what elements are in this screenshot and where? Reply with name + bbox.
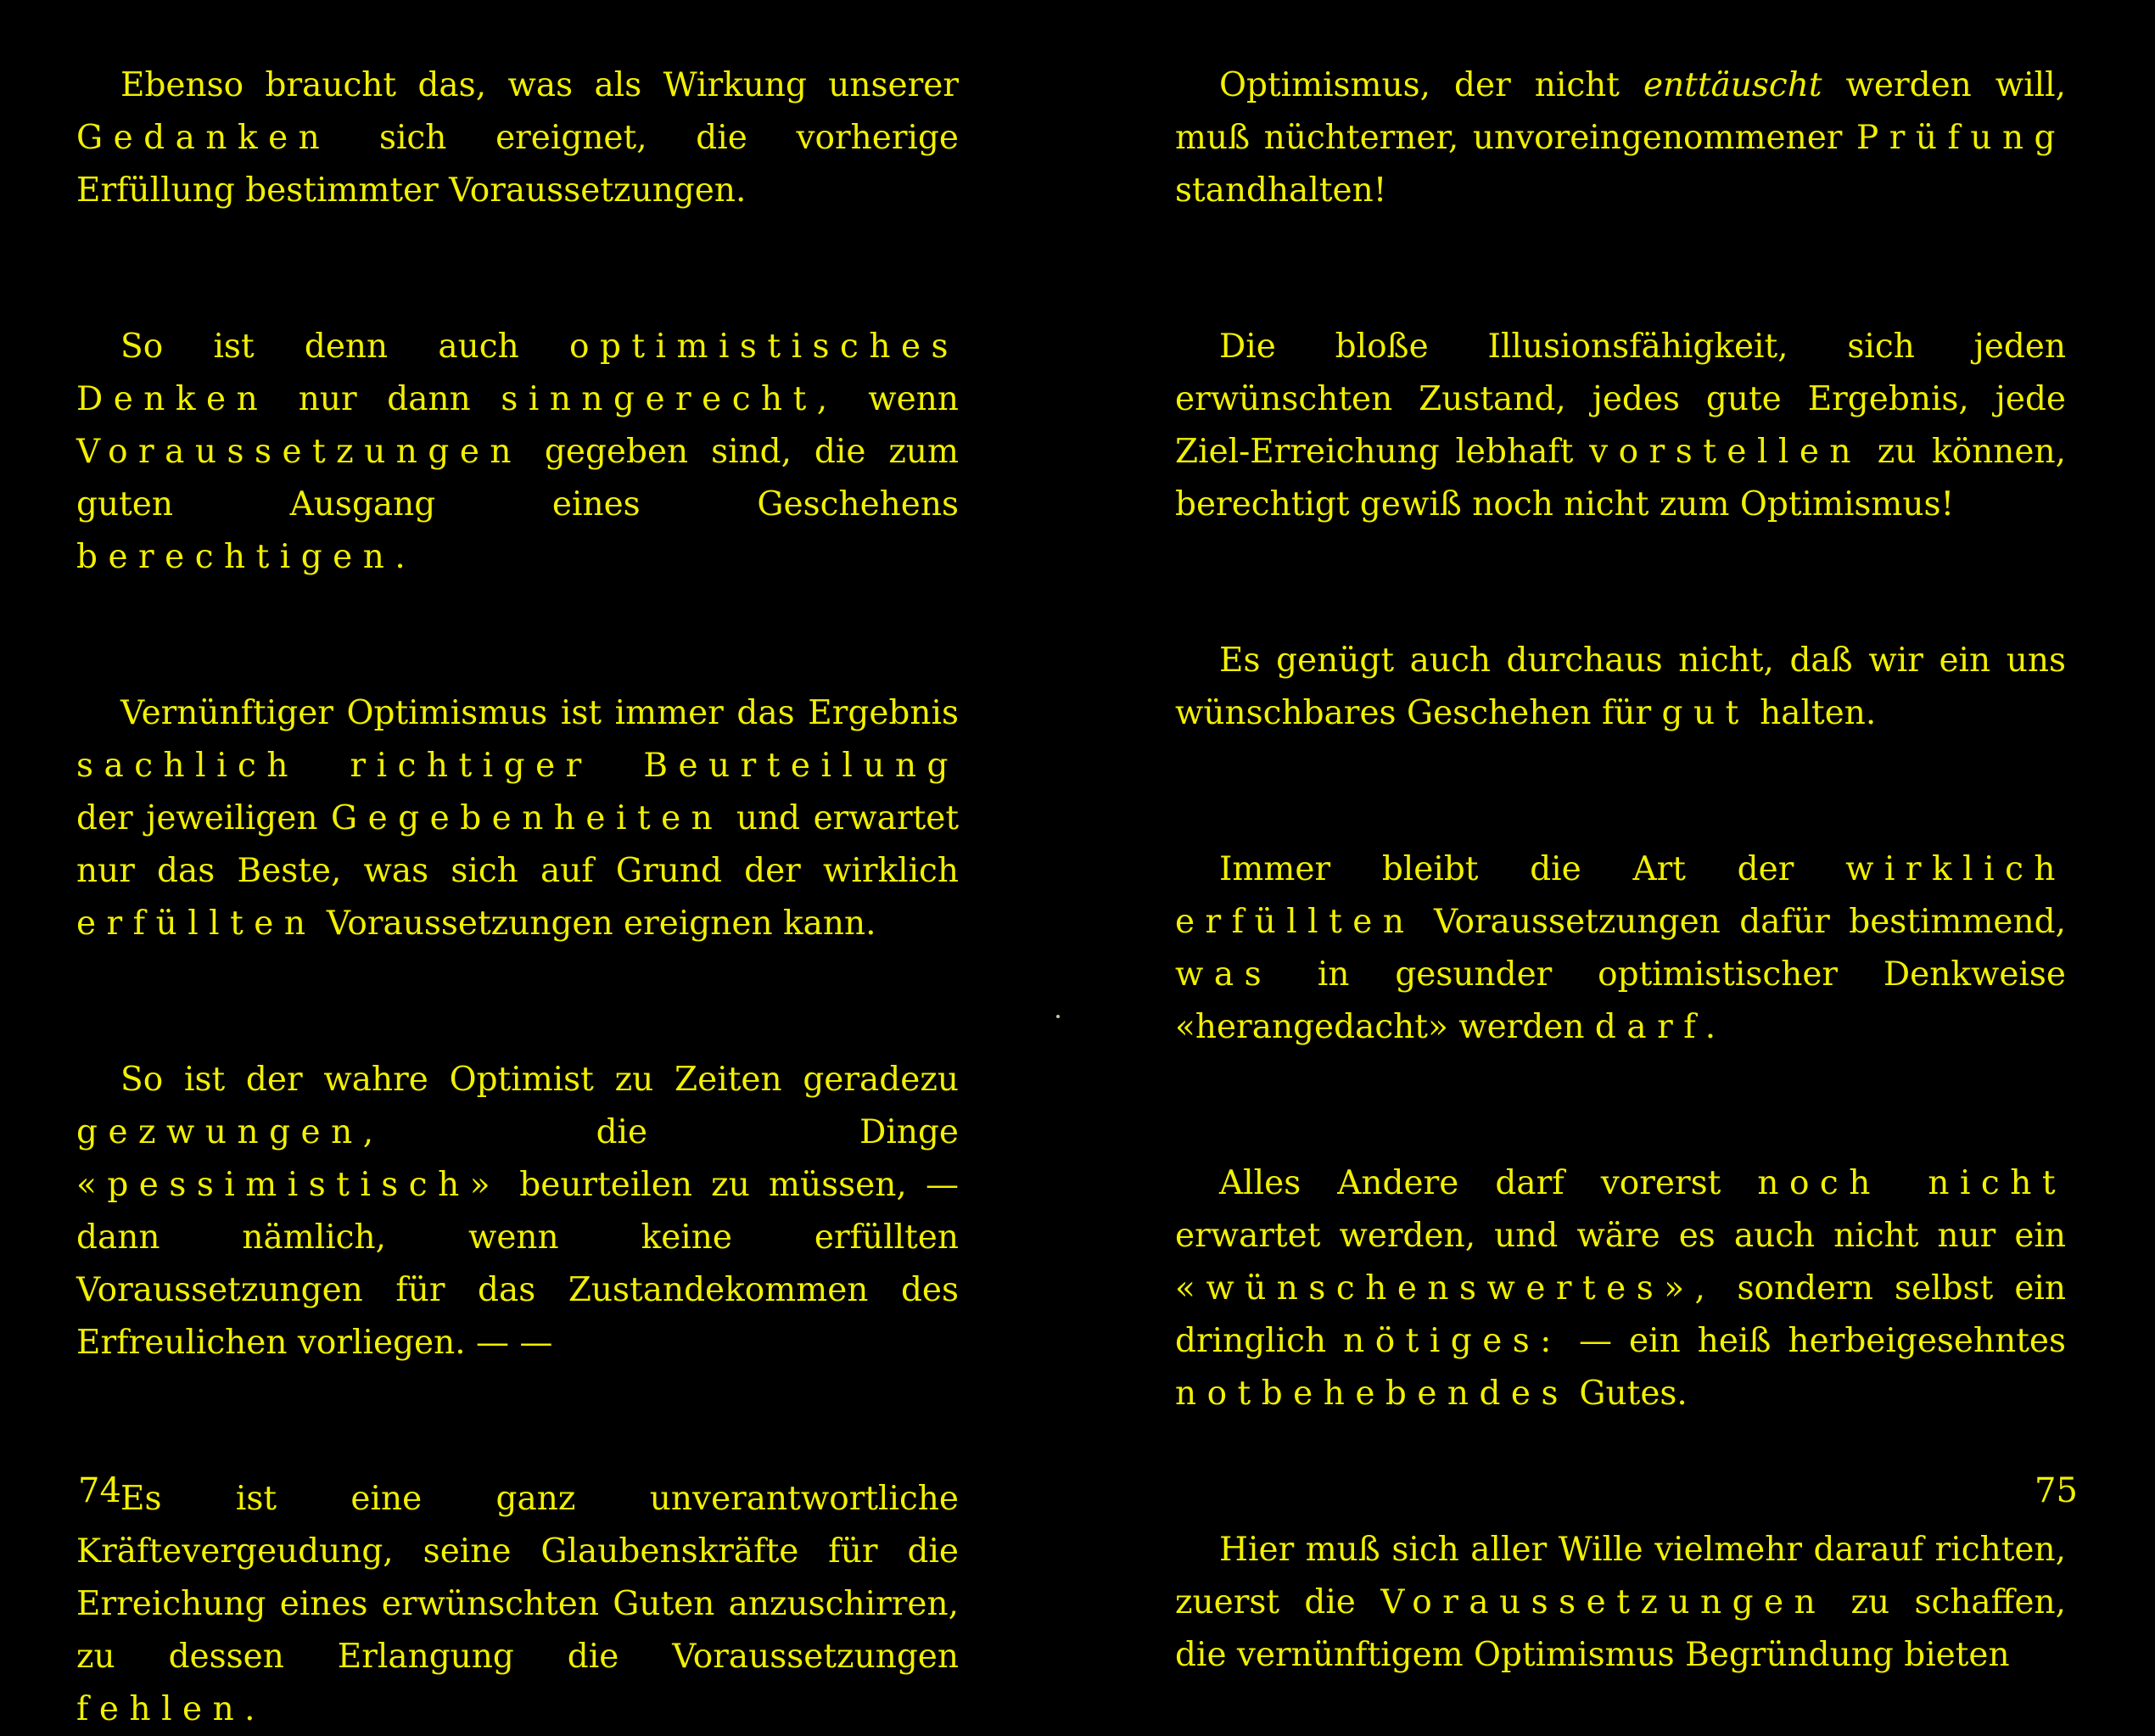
text-run: Es ist eine ganz unverantwortliche Kräftevergeudung, seine Glaubenskräfte für die Erreichung eines erwünschten Guten anzuschirren, zu dessen Erlangung die Voraussetzungen: [76, 1480, 959, 1676]
left-page: [76, 59, 960, 1728]
text-run: So ist denn auch: [120, 328, 569, 366]
text-run: Vernünftiger Optimismus ist immer das Ergebnis: [120, 694, 959, 732]
text-run: Voraussetzungen ereignen kann.: [316, 904, 876, 943]
spaced-text: fehlen.: [76, 1690, 266, 1728]
text-run: werden will, muß nüchterner, unvoreingenommener: [1175, 66, 2066, 157]
text-run: und erwartet nur das Beste, was sich auf Grund der wirklich: [76, 799, 960, 890]
spaced-text: «pessimistisch»: [76, 1166, 501, 1204]
text-run: beurteilen zu müssen, — dann nämlich, wenn keine erfüllten Voraussetzungen für das Zustandekommen des Erfreulichen vorliegen. — —: [76, 1166, 959, 1362]
paragraph: [1175, 59, 2066, 217]
spaced-text: sinngerecht,: [501, 380, 838, 418]
spaced-text: vorstellen: [1589, 433, 1862, 471]
paragraph: [76, 1473, 959, 1736]
paragraph: [76, 321, 959, 584]
spaced-text: sachlich richtiger Beurteilung: [76, 747, 959, 785]
spaced-text: noch nicht: [1757, 1164, 2066, 1202]
text-run: Die bloße Illusionsfähigkeit, sich jeden erwünschten Zustand, jedes gute Ergebnis, jede Ziel-Erreichung lebhaft: [1175, 328, 2066, 471]
paragraph: [1175, 843, 2066, 1054]
right-page: [1175, 59, 2067, 1674]
text-run: Hier muß sich aller Wille vielmehr darauf richten, zuerst die: [1175, 1531, 2066, 1621]
text-run: nur dann: [268, 380, 501, 418]
text-run: die Dinge: [383, 1113, 959, 1151]
text-run: halten.: [1749, 694, 1877, 732]
text-run: standhalten!: [1175, 171, 1387, 210]
text-run: gegeben sind, die zum guten Ausgang eines Geschehens: [76, 433, 959, 524]
spaced-text: was: [1175, 955, 1273, 994]
paragraph: [1175, 1524, 2066, 1682]
text-run: in gesunder optimistischer Denkweise «herangedacht» werden: [1175, 955, 2066, 1046]
text-run: Optimismus, der nicht: [1219, 66, 1643, 104]
spaced-text: optimistisches Denken: [76, 328, 959, 418]
text-run: Alles Andere darf vorerst: [1219, 1164, 1758, 1202]
page-number-right: 75: [2035, 1471, 2078, 1510]
paragraph: [76, 687, 959, 950]
spaced-text: wirklich erfüllten: [1175, 850, 2066, 941]
paragraph: [76, 59, 959, 217]
text-run: wenn: [837, 380, 959, 418]
text-run: erwartet werden, und wäre es auch nicht nur ein: [1175, 1217, 2066, 1255]
paper-speck: [1056, 1015, 1060, 1018]
paragraph: [76, 1054, 959, 1369]
spaced-text: notbehebendes: [1175, 1375, 1569, 1413]
text-run: Es genügt auch durchaus nicht, daß wir ein uns wünschbares Geschehen für: [1175, 641, 2066, 732]
paragraph: [1175, 635, 2066, 740]
text-run: sich ereignet, die vorherige Erfüllung bestimmter Voraussetzungen.: [76, 119, 959, 210]
paragraph: [1175, 1157, 2066, 1420]
spaced-text: Prüfung: [1856, 119, 2066, 157]
spaced-text: darf.: [1594, 1008, 1727, 1046]
spaced-text: «wünschenswertes»,: [1175, 1269, 1716, 1308]
text-run: der jeweiligen: [76, 799, 332, 837]
spaced-text: Gedanken: [76, 119, 331, 157]
spaced-text: gezwungen,: [76, 1113, 384, 1151]
page-number-left: 74: [78, 1471, 121, 1510]
text-run: Ebenso braucht das, was als Wirkung unserer: [120, 66, 959, 104]
spaced-text: nötiges:: [1343, 1322, 1562, 1360]
italic-text: enttäuscht: [1643, 66, 1822, 104]
spaced-text: gut: [1661, 694, 1749, 732]
spaced-text: Gegebenheiten: [331, 799, 724, 837]
spaced-text: erfüllten: [76, 904, 316, 943]
spaced-text: berechtigen.: [76, 538, 417, 576]
text-run: sondern selbst ein dringlich: [1175, 1269, 2066, 1360]
text-run: zu schaffen, die vernünftigem Optimismus Begründung bieten: [1175, 1583, 2066, 1674]
text-run: So ist der wahre Optimist zu Zeiten geradezu: [120, 1061, 959, 1099]
text-run: Gutes.: [1568, 1375, 1688, 1413]
text-run: — ein heiß herbeigesehntes: [1561, 1322, 2067, 1360]
text-run: Voraussetzungen dafür bestimmend,: [1414, 903, 2066, 941]
text-run: zu können, berechtigt gewiß noch nicht zum Optimismus!: [1175, 433, 2066, 524]
spaced-text: Voraussetzungen: [1380, 1583, 1827, 1621]
paragraph: [1175, 321, 2066, 531]
spaced-text: Voraussetzungen: [76, 433, 523, 471]
text-run: Immer bleibt die Art der: [1219, 850, 1846, 888]
